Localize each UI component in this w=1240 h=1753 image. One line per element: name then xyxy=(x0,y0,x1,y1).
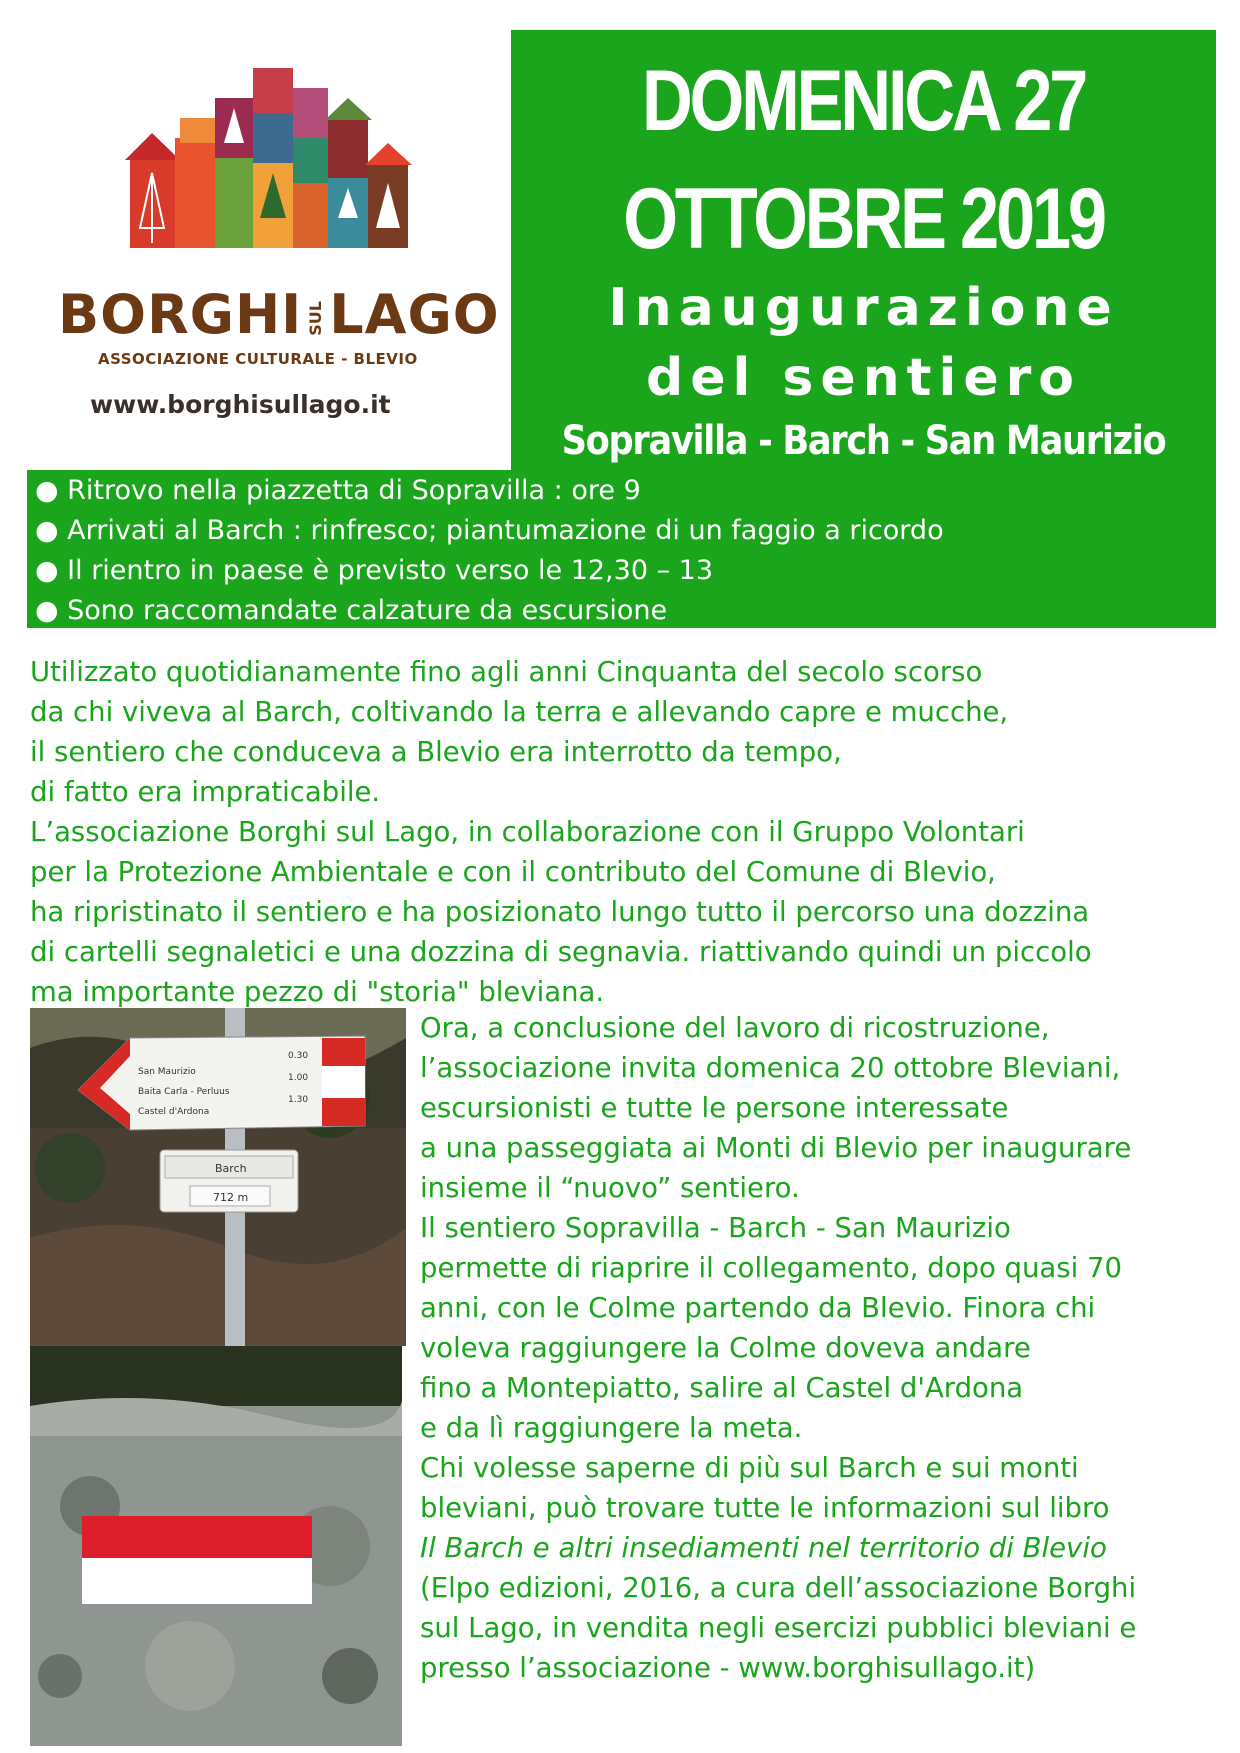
body-line: anni, con le Colme partendo da Blevio. Finora chi xyxy=(420,1292,1096,1324)
trail-sign-photo xyxy=(30,1008,406,1346)
route-name: Sopravilla - Barch - San Maurizio xyxy=(561,418,1166,464)
info-bar xyxy=(27,470,1216,628)
info-item: ● Arrivati al Barch : rinfresco; piantumazione di un faggio a ricordo xyxy=(35,515,944,546)
info-item: ● Sono raccomandate calzature da escursione xyxy=(35,595,668,626)
intro-line: ha ripristinato il sentiero e ha posizionato lungo tutto il percorso una dozzina xyxy=(30,896,1090,928)
body-line: sul Lago, in vendita negli esercizi pubblici bleviani e xyxy=(420,1612,1137,1644)
sign-time: 0.30 xyxy=(288,1051,309,1061)
sign-destination: San Maurizio xyxy=(138,1067,196,1077)
intro-line: L’associazione Borghi sul Lago, in collaborazione con il Gruppo Volontari xyxy=(30,816,1025,848)
sign-time: 1.30 xyxy=(288,1095,309,1105)
info-item: ● Ritrovo nella piazzetta di Sopravilla : ore 9 xyxy=(35,475,641,506)
logo xyxy=(50,48,500,448)
body-line: Ora, a conclusione del lavoro di ricostruzione, xyxy=(420,1012,1050,1044)
intro-line: Utilizzato quotidianamente fino agli anni Cinquanta del secolo scorso xyxy=(30,656,983,688)
sign-destination: Baita Carla - Perluus xyxy=(138,1087,230,1097)
intro-line: per la Protezione Ambientale e con il contributo del Comune di Blevio, xyxy=(30,856,996,888)
intro-text xyxy=(30,652,1092,1012)
event-title-line2: del sentiero xyxy=(646,348,1081,408)
body-line: e da lì raggiungere la meta. xyxy=(420,1412,803,1444)
info-item: ● Il rientro in paese è previsto verso le 12,30 – 13 xyxy=(35,555,714,586)
logo-website[interactable]: www.borghisullago.it xyxy=(90,390,391,419)
intro-line: di cartelli segnaletici e una dozzina di segnavia. riattivando quindi un piccolo xyxy=(30,936,1092,968)
intro-line: il sentiero che conduceva a Blevio era interrotto da tempo, xyxy=(30,736,842,768)
sign-place: Barch xyxy=(215,1162,247,1175)
body-line: bleviani, può trovare tutte le informazioni sul libro xyxy=(420,1492,1110,1524)
body-line: l’associazione invita domenica 20 ottobre Bleviani, xyxy=(420,1052,1121,1084)
trail-marker-photo xyxy=(30,1346,402,1746)
event-title-line1: Inaugurazione xyxy=(608,278,1119,338)
header-banner xyxy=(511,30,1216,470)
sign-altitude: 712 m xyxy=(213,1191,249,1204)
brand-name: BORGHI SULLAGO xyxy=(58,283,500,346)
intro-line: da chi viveva al Barch, coltivando la terra e allevando capre e mucche, xyxy=(30,696,1009,728)
event-date-line1: DOMENICA 27 xyxy=(641,53,1086,149)
body-line: Il sentiero Sopravilla - Barch - San Maurizio xyxy=(420,1212,1011,1244)
book-title: Il Barch e altri insediamenti nel territorio di Blevio xyxy=(420,1532,1107,1564)
intro-line: ma importante pezzo di "storia" bleviana. xyxy=(30,976,605,1008)
body-line: fino a Montepiatto, salire al Castel d'Ardona xyxy=(420,1372,1024,1404)
intro-line: di fatto era impraticabile. xyxy=(30,776,381,808)
body-line: presso l’associazione - www.borghisullago.it) xyxy=(420,1652,1036,1684)
brand-subtitle: ASSOCIAZIONE CULTURALE - BLEVIO xyxy=(98,350,418,368)
body-line: (Elpo edizioni, 2016, a cura dell’associazione Borghi xyxy=(420,1572,1137,1604)
houses-logo-icon xyxy=(120,48,420,278)
event-date-line2: OTTOBRE 2019 xyxy=(623,171,1104,267)
body-line: escursionisti e tutte le persone interessate xyxy=(420,1092,1009,1124)
body-line: a una passeggiata ai Monti di Blevio per inaugurare xyxy=(420,1132,1132,1164)
body-line: Chi volesse saperne di più sul Barch e sui monti xyxy=(420,1452,1079,1484)
sign-time: 1.00 xyxy=(288,1073,309,1083)
right-column-text xyxy=(420,1008,1136,1688)
body-line: voleva raggiungere la Colme doveva andare xyxy=(420,1332,1031,1364)
body-line: permette di riaprire il collegamento, dopo quasi 70 xyxy=(420,1252,1122,1284)
sign-destination: Castel d'Ardona xyxy=(138,1107,210,1117)
body-line: insieme il “nuovo” sentiero. xyxy=(420,1172,800,1204)
